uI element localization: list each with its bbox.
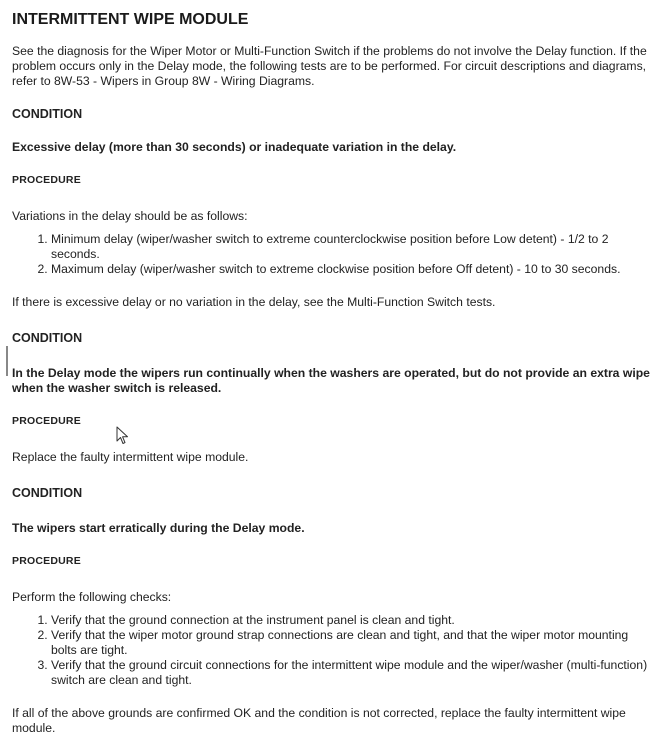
- procedure-lead: Perform the following checks:: [12, 590, 172, 604]
- condition-heading: CONDITION: [12, 107, 83, 121]
- procedure-closing: If there is excessive delay or no variation in the delay, see the Multi-Function Switch tests.: [12, 295, 496, 309]
- procedure-heading: PROCEDURE: [12, 415, 81, 427]
- list-item: 2. Maximum delay (wiper/washer switch to extreme clockwise position before Off detent) - 10 to 30 seconds.: [51, 262, 654, 277]
- list-item: 1. Minimum delay (wiper/washer switch to extreme counterclockwise position before Low detent) - 1/2 to 2 seconds.: [51, 232, 654, 262]
- procedure-heading: PROCEDURE: [12, 174, 81, 186]
- list-item: 1. Verify that the ground connection at the instrument panel is clean and tight.: [51, 613, 654, 628]
- procedure-steps: [12, 613, 654, 688]
- list-item: 3. Verify that the ground circuit connections for the intermittent wipe module and the wiper/washer (multi-function) switch are clean and tight.: [51, 658, 654, 688]
- procedure-steps: [12, 232, 654, 277]
- condition-heading: CONDITION: [12, 331, 83, 345]
- condition-heading: CONDITION: [12, 486, 83, 500]
- intro-paragraph: See the diagnosis for the Wiper Motor or Multi-Function Switch if the problems do not involve the Delay function. If the problem occurs only in the Delay mode, the following tests are to be performed. For circuit descriptions and diagrams, refer to 8W-53 - Wipers in Group 8W - Wiring Diagrams.: [12, 44, 647, 88]
- document-page: [12, 0, 654, 736]
- list-item: 2. Verify that the wiper motor ground strap connections are clean and tight, and that the wiper motor mounting bolts are tight.: [51, 628, 654, 658]
- condition-description: In the Delay mode the wipers run continually when the washers are operated, but do not provide an extra wipe when the washer switch is released.: [12, 366, 650, 395]
- procedure-lead: Replace the faulty intermittent wipe module.: [12, 450, 249, 464]
- condition-description: The wipers start erratically during the Delay mode.: [12, 521, 305, 535]
- procedure-closing: If all of the above grounds are confirmed OK and the condition is not corrected, replace the faulty intermittent wipe module.: [12, 706, 626, 735]
- procedure-heading: PROCEDURE: [12, 555, 81, 567]
- procedure-lead: Variations in the delay should be as follows:: [12, 209, 248, 223]
- condition-description: Excessive delay (more than 30 seconds) or inadequate variation in the delay.: [12, 140, 457, 154]
- resize-handle[interactable]: [6, 346, 8, 376]
- page-title: INTERMITTENT WIPE MODULE: [12, 11, 249, 28]
- mouse-pointer-icon: [116, 426, 130, 446]
